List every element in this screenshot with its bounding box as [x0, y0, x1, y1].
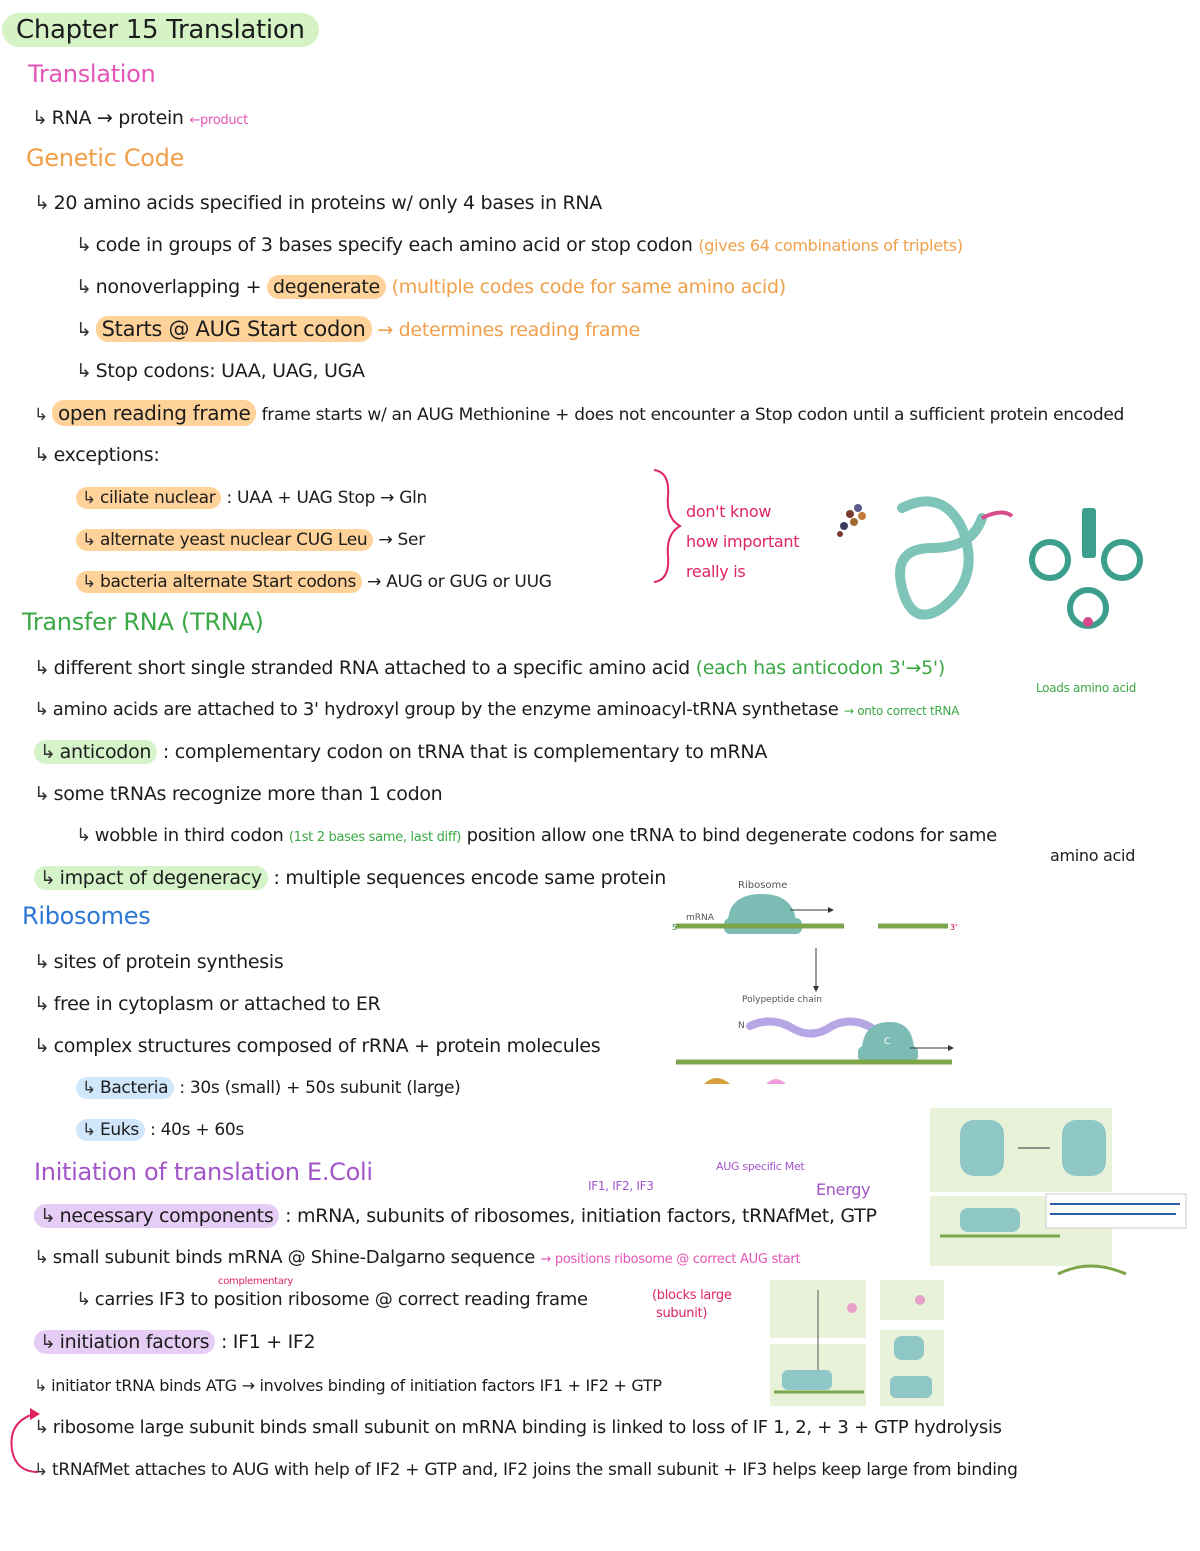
n-label: N	[738, 1021, 745, 1031]
text: small subunit binds mRNA @ Shine-Dalgarno sequence	[52, 1247, 536, 1268]
text: → Ser	[378, 530, 425, 550]
text: RNA → protein	[51, 107, 184, 129]
text: : 40s + 60s	[150, 1120, 244, 1140]
bullet-arrow-icon: ↳	[40, 1331, 56, 1353]
bullet-arrow-icon: ↳	[76, 234, 92, 256]
note: (gives 64 combinations of triplets)	[698, 236, 963, 255]
line-init-3	[76, 1286, 588, 1314]
text: Stop codons: UAA, UAG, UGA	[95, 360, 365, 382]
line-exceptions	[34, 441, 159, 469]
protein-model	[837, 504, 866, 537]
note: → positions ribosome @ correct AUG start	[540, 1252, 801, 1267]
polypeptide-label: Polypeptide chain	[742, 995, 822, 1005]
text: alternate yeast nuclear CUG Leu	[99, 530, 368, 550]
text: necessary components	[59, 1205, 274, 1227]
line-trna-5	[76, 822, 997, 852]
bullet-arrow-icon: ↳	[34, 783, 50, 805]
bullet-arrow-icon: ↳	[34, 951, 50, 973]
line-init-1	[34, 1202, 877, 1230]
bullet-arrow-icon: ↳	[82, 1078, 96, 1098]
note-loads-amino-acid: Loads amino acid	[1036, 681, 1137, 695]
text: free in cytoplasm or attached to ER	[53, 993, 381, 1015]
note-if-factors: IF1, IF2, IF3	[588, 1179, 654, 1193]
line-genetic-1	[34, 189, 602, 217]
line-exception-3	[76, 568, 552, 596]
highlight	[76, 571, 362, 593]
highlight	[76, 529, 373, 551]
highlight: Starts @ AUG Start codon	[96, 316, 372, 342]
brace-note-1: don't know	[686, 502, 772, 521]
text: : 30s (small) + 50s subunit (large)	[179, 1078, 461, 1098]
bullet-arrow-icon: ↳	[76, 825, 91, 846]
heading-trna: Transfer RNA (TRNA)	[22, 608, 264, 636]
bullet-arrow-icon: ↳	[76, 276, 92, 298]
bullet-arrow-icon: ↳	[34, 699, 49, 720]
brace-icon	[648, 466, 688, 586]
text: complex structures composed of rRNA + protein molecules	[53, 1035, 601, 1057]
line-init-5	[34, 1372, 662, 1400]
heading-ribosomes: Ribosomes	[22, 902, 151, 930]
text: amino acids are attached to 3' hydroxyl group by the enzyme aminoacyl-tRNA synthetase	[52, 699, 839, 720]
highlight	[76, 1077, 174, 1099]
bullet-arrow-icon: ↳	[34, 405, 48, 425]
text: : multiple sequences encode same protein	[273, 867, 667, 889]
note-subunit: subunit)	[656, 1306, 708, 1321]
note: (1st 2 bases same, last diff)	[288, 830, 462, 845]
line-exception-1	[76, 484, 427, 512]
ribosome-translation-figure	[672, 876, 962, 1086]
line-trna-5-cont: amino acid	[1050, 846, 1136, 865]
page-title	[2, 16, 319, 44]
ribosome-label: Ribosome	[738, 880, 788, 891]
text: : mRNA, subunits of ribosomes, initiation factors, tRNAfMet, GTP	[285, 1205, 877, 1227]
text: : IF1 + IF2	[220, 1331, 316, 1353]
mrna-label: mRNA	[686, 913, 714, 923]
text: position allow one tRNA to bind degenerate codons for same	[466, 825, 997, 846]
line-init-4	[34, 1328, 315, 1356]
bullet-arrow-icon: ↳	[76, 360, 92, 382]
line-genetic-5	[76, 357, 365, 385]
text: different short single stranded RNA attached to a specific amino acid	[53, 657, 690, 679]
text: Bacteria	[99, 1078, 169, 1098]
brace-note-2: how important	[686, 532, 800, 551]
text: some tRNAs recognize more than 1 codon	[53, 783, 443, 805]
text: bacteria alternate Start codons	[99, 572, 357, 592]
highlight	[34, 740, 157, 764]
note: (each has anticodon 3'→5')	[695, 657, 945, 679]
highlight	[34, 1204, 279, 1228]
text: initiator tRNA binds ATG → involves binding of initiation factors IF1 + IF2 + GTP	[51, 1376, 662, 1395]
trna-structure-figure	[832, 488, 1162, 638]
line-trna-3	[34, 738, 767, 766]
bullet-arrow-icon: ↳	[34, 1376, 48, 1395]
bullet-arrow-icon: ↳	[34, 1460, 48, 1480]
line-init-2	[34, 1244, 800, 1274]
text: : complementary codon on tRNA that is complementary to mRNA	[162, 741, 768, 763]
title-highlight: Chapter 15 Translation	[2, 13, 319, 47]
bullet-arrow-icon: ↳	[76, 319, 92, 341]
bullet-arrow-icon: ↳	[82, 488, 96, 508]
brace-note-3: really is	[686, 562, 746, 581]
bullet-arrow-icon: ↳	[32, 107, 48, 129]
note-aug-specific: AUG specific Met	[716, 1160, 805, 1173]
c-label: C	[884, 1037, 891, 1047]
line-trna-2	[34, 696, 959, 725]
bullet-arrow-icon: ↳	[34, 1035, 50, 1057]
highlight	[76, 1119, 145, 1141]
text: initiation factors	[59, 1331, 210, 1353]
line-rna-protein	[32, 104, 248, 135]
bullet-arrow-icon: ↳	[34, 1417, 49, 1438]
three-prime-label: 3'	[950, 923, 958, 932]
text: code in groups of 3 bases specify each amino acid or stop codon	[95, 234, 693, 256]
line-init-6	[34, 1414, 1002, 1442]
line-ribo-1	[34, 948, 283, 976]
text: frame starts w/ an AUG Methionine + does not encounter a Stop codon until a sufficient protein encoded	[261, 405, 1125, 425]
bullet-arrow-icon: ↳	[40, 741, 56, 763]
bullet-arrow-icon: ↳	[82, 572, 96, 592]
bullet-arrow-icon: ↳	[34, 1247, 49, 1268]
line-ribo-2	[34, 990, 380, 1018]
text: → AUG or GUG or UUG	[367, 572, 552, 592]
line-trna-1	[34, 654, 945, 682]
highlight	[34, 866, 268, 890]
note: (multiple codes code for same amino acid)	[391, 276, 786, 298]
line-trna-6	[34, 864, 666, 892]
text: ribosome large subunit binds small subunit on mRNA binding is linked to loss of IF 1, 2, + 3 + GTP hydrolysis	[52, 1417, 1002, 1438]
line-orf	[34, 399, 1124, 429]
line-ribo-4	[76, 1074, 460, 1102]
five-prime-label: 5'	[672, 923, 680, 932]
text: impact of degeneracy	[59, 867, 262, 889]
initiation-figure	[930, 1108, 1190, 1280]
text: 20 amino acids specified in proteins w/ only 4 bases in RNA	[53, 192, 602, 214]
bullet-arrow-icon: ↳	[34, 657, 50, 679]
highlight	[34, 1330, 215, 1354]
note-complementary: complementary	[218, 1276, 294, 1287]
note: ←product	[189, 113, 248, 128]
line-genetic-3	[76, 273, 786, 301]
heading-genetic-code: Genetic Code	[26, 144, 185, 172]
line-ribo-3	[34, 1032, 600, 1060]
bullet-arrow-icon: ↳	[34, 192, 50, 214]
bullet-arrow-icon: ↳	[82, 1120, 96, 1140]
text: wobble in third codon	[94, 825, 284, 846]
text: tRNAfMet attaches to AUG with help of IF2 + GTP and, IF2 joins the small subunit + IF3 helps keep large from binding	[51, 1460, 1018, 1480]
bullet-arrow-icon: ↳	[40, 1205, 56, 1227]
highlight: open reading frame	[52, 400, 257, 426]
line-genetic-2	[76, 231, 963, 260]
bullet-arrow-icon: ↳	[34, 993, 50, 1015]
heading-translation: Translation	[28, 60, 156, 88]
note-blocks-large: (blocks large	[652, 1288, 732, 1303]
highlight	[76, 487, 221, 509]
note: → onto correct tRNA	[843, 704, 959, 718]
initiation-steps-figure	[770, 1280, 946, 1410]
note-energy: Energy	[816, 1180, 871, 1199]
text: : UAA + UAG Stop → Gln	[226, 488, 427, 508]
line-init-7	[34, 1456, 1018, 1484]
highlight: degenerate	[267, 275, 386, 299]
line-genetic-4	[76, 315, 640, 344]
text: exceptions:	[53, 444, 160, 466]
text: ciliate nuclear	[99, 488, 216, 508]
line-ribo-5	[76, 1116, 244, 1144]
note: → determines reading frame	[377, 319, 640, 341]
text: anticodon	[59, 741, 152, 763]
text: sites of protein synthesis	[53, 951, 284, 973]
bullet-arrow-icon: ↳	[34, 444, 50, 466]
bullet-arrow-icon: ↳	[82, 530, 96, 550]
cloverleaf	[1032, 508, 1140, 627]
text: nonoverlapping +	[95, 276, 262, 298]
line-trna-4	[34, 780, 442, 808]
text: Euks	[99, 1120, 139, 1140]
heading-initiation: Initiation of translation E.Coli	[34, 1158, 373, 1186]
bullet-arrow-icon: ↳	[40, 867, 56, 889]
bullet-arrow-icon: ↳	[76, 1289, 91, 1310]
text: carries IF3 to position ribosome @ correct reading frame	[94, 1289, 588, 1310]
line-exception-2	[76, 526, 425, 554]
